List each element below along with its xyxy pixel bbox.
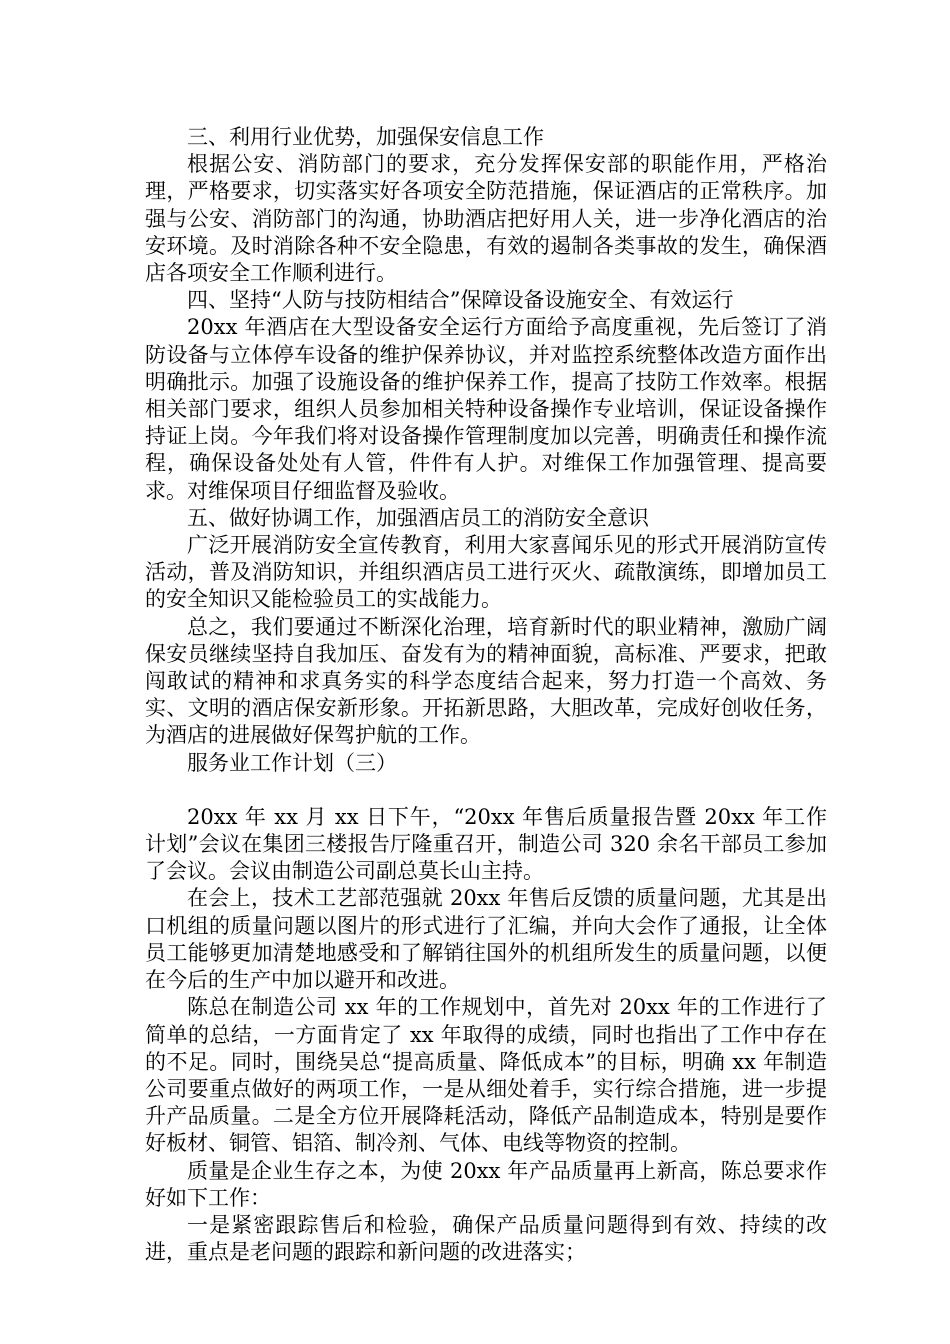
paragraph-meeting: 20xx 年 xx 月 xx 日下午，“20xx 年售后质量报告暨 20xx 年工作计划”会议在集团三楼报告厅隆重召开，制造公司 320 余名干部员工参加了会议。会议由制造公司副总莫长山主持。: [145, 804, 827, 884]
paragraph-work-plan: 陈总在制造公司 xx 年的工作规划中，首先对 20xx 年的工作进行了简单的总结，一方面肯定了 xx 年取得的成绩，同时也指出了工作中存在的不足。同时，围绕吴总“提高质量、降低成本”的目标，明确 xx 年制造公司要重点做好的两项工作，一是从细处着手，实行综合措施，进一步提升产品质量。二是全方位开展降耗活动，降低产品制造成本，特别是要作好板材、铜管、铝箔、制冷剂、气体、电线等物资的控制。: [145, 995, 827, 1156]
paragraph-quality-report: 在会上，技术工艺部范强就 20xx 年售后反馈的质量问题，尤其是出口机组的质量问题以图片的形式进行了汇编，并向大会作了通报，让全体员工能够更加清楚地感受和了解销往国外的机组所发生的质量问题，以便在今后的生产中加以避开和改进。: [145, 886, 827, 993]
paragraph-quality-goal: 质量是企业生存之本，为使 20xx 年产品质量再上新高，陈总要求作好如下工作：: [145, 1158, 827, 1210]
plan-title: 服务业工作计划（三）: [187, 750, 397, 775]
paragraph-fire-safety: 广泛开展消防安全宣传教育，利用大家喜闻乐见的形式开展消防宣传活动，普及消防知识，并组织酒店员工进行灭火、疏散演练，即增加员工的安全知识又能检验员工的实战能力。: [145, 533, 827, 612]
section-heading-4: 四、坚持“人防与技防相结合”保障设备设施安全、有效运行: [187, 288, 734, 313]
section-heading-3: 三、利用行业优势，加强保安信息工作: [187, 125, 544, 149]
paragraph-equipment: 20xx 年酒店在大型设备安全运行方面给予高度重视，先后签订了消防设备与立体停车设备的维护保养协议，并对监控系统整体改造方面作出明确批示。加强了设施设备的维护保养工作，提高了技防工作效率。根据相关部门要求，组织人员参加相关特种设备操作专业培训，保证设备操作持证上岗。今年我们将对设备操作管理制度加以完善，明确责任和操作流程，确保设备处处有人管，件件有人护。对维保工作加强管理、提高要求。对维保项目仔细监督及验收。: [145, 315, 827, 503]
blank-line: [145, 777, 827, 804]
paragraph-task-one: 一是紧密跟踪售后和检验，确保产品质量问题得到有效、持续的改进，重点是老问题的跟踪和新问题的改进落实；: [145, 1212, 827, 1265]
paragraph-summary: 总之，我们要通过不断深化治理，培育新时代的职业精神，激励广阔保安员继续坚持自我加压、奋发有为的精神面貌，高标准、严要求，把敢闯敢试的精神和求真务实的科学态度结合起来，努力打造一个高效、务实、文明的酒店保安新形象。开拓新思路，大胆改革，完成好创收任务，为酒店的进展做好保驾护航的工作。: [145, 614, 827, 748]
paragraph-security-info: 根据公安、消防部门的要求，充分发挥保安部的职能作用，严格治理，严格要求，切实落实好各项安全防范措施，保证酒店的正常秩序。加强与公安、消防部门的沟通，协助酒店把好用人关，进一步净化酒店的治安环境。及时消除各种不安全隐患，有效的遏制各类事故的发生，确保酒店各项安全工作顺利进行。: [145, 152, 827, 286]
section-heading-5: 五、做好协调工作，加强酒店员工的消防安全意识: [187, 505, 649, 530]
document-body: [145, 124, 827, 1266]
